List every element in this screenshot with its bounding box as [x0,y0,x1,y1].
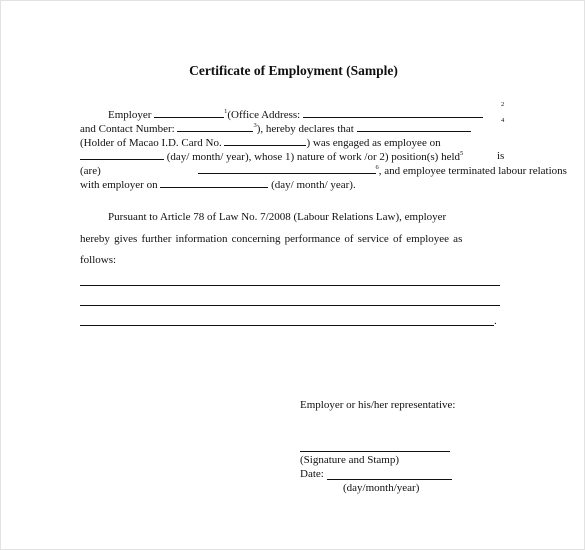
is-text: is [497,150,505,162]
end-date-format-text: (day/ month/ year). [271,179,356,191]
employer-name-blank[interactable] [154,108,224,118]
employer-line [108,108,483,122]
footnote-ref-6: 6 [375,164,379,171]
start-date-blank[interactable] [80,150,164,160]
follows-label: follows: [80,254,117,266]
engaged-text: ) was engaged as employee on [306,137,441,149]
end-date-blank[interactable] [160,178,268,188]
contact-number-label: and Contact Number: [80,123,175,135]
office-address-blank[interactable] [303,108,483,118]
position-line [80,164,567,178]
holder-line [80,136,441,150]
footnote-ref-4-wrap [501,118,504,131]
with-employer-text: with employer on [80,179,158,191]
id-card-blank[interactable] [224,136,306,146]
is-text-wrap [497,150,504,163]
article-line-2: hereby gives further information concerning performance of service of employee as [80,233,463,245]
article-line-1: Pursuant to Article 78 of Law No. 7/2008 (Labour Relations Law), employer [108,211,447,223]
id-card-label: (Holder of Macao I.D. Card No. [80,137,222,149]
performance-line-3[interactable] [80,325,494,326]
representative-label: Employer or his/her representative: [300,399,456,411]
are-text: (are) [80,165,101,177]
date-format-label: (day/month/year) [343,482,420,494]
performance-line-2[interactable] [80,305,500,306]
declares-text: ), hereby declares that [256,123,354,135]
start-date-line [80,150,463,164]
footnote-ref-1: 1 [224,108,228,115]
end-period: . [494,315,497,327]
footnote-ref-5: 5 [460,150,464,157]
office-address-label: (Office Address: [227,109,301,121]
terminated-text: , and employee terminated labour relations [378,165,567,177]
date-label: Date: [300,468,324,480]
footnote-ref-2-wrap [501,102,504,115]
contact-number-blank[interactable] [177,122,253,132]
contact-line [80,122,471,136]
nature-of-work-text: (day/ month/ year), whose 1) nature of work /or 2) position(s) held [166,151,461,163]
position-blank[interactable] [198,164,376,174]
footnote-ref-4: 4 [501,117,505,124]
footnote-ref-3: 3 [253,122,257,129]
employee-name-blank[interactable] [357,122,471,132]
signature-stamp-label: (Signature and Stamp) [300,454,399,466]
employer-label: Employer [108,109,152,121]
document-title: Certificate of Employment (Sample) [189,63,398,78]
footnote-ref-2: 2 [501,101,505,108]
end-date-line [80,178,356,192]
signature-line[interactable] [300,451,450,452]
date-line[interactable] [327,479,452,480]
performance-line-1[interactable] [80,285,500,286]
